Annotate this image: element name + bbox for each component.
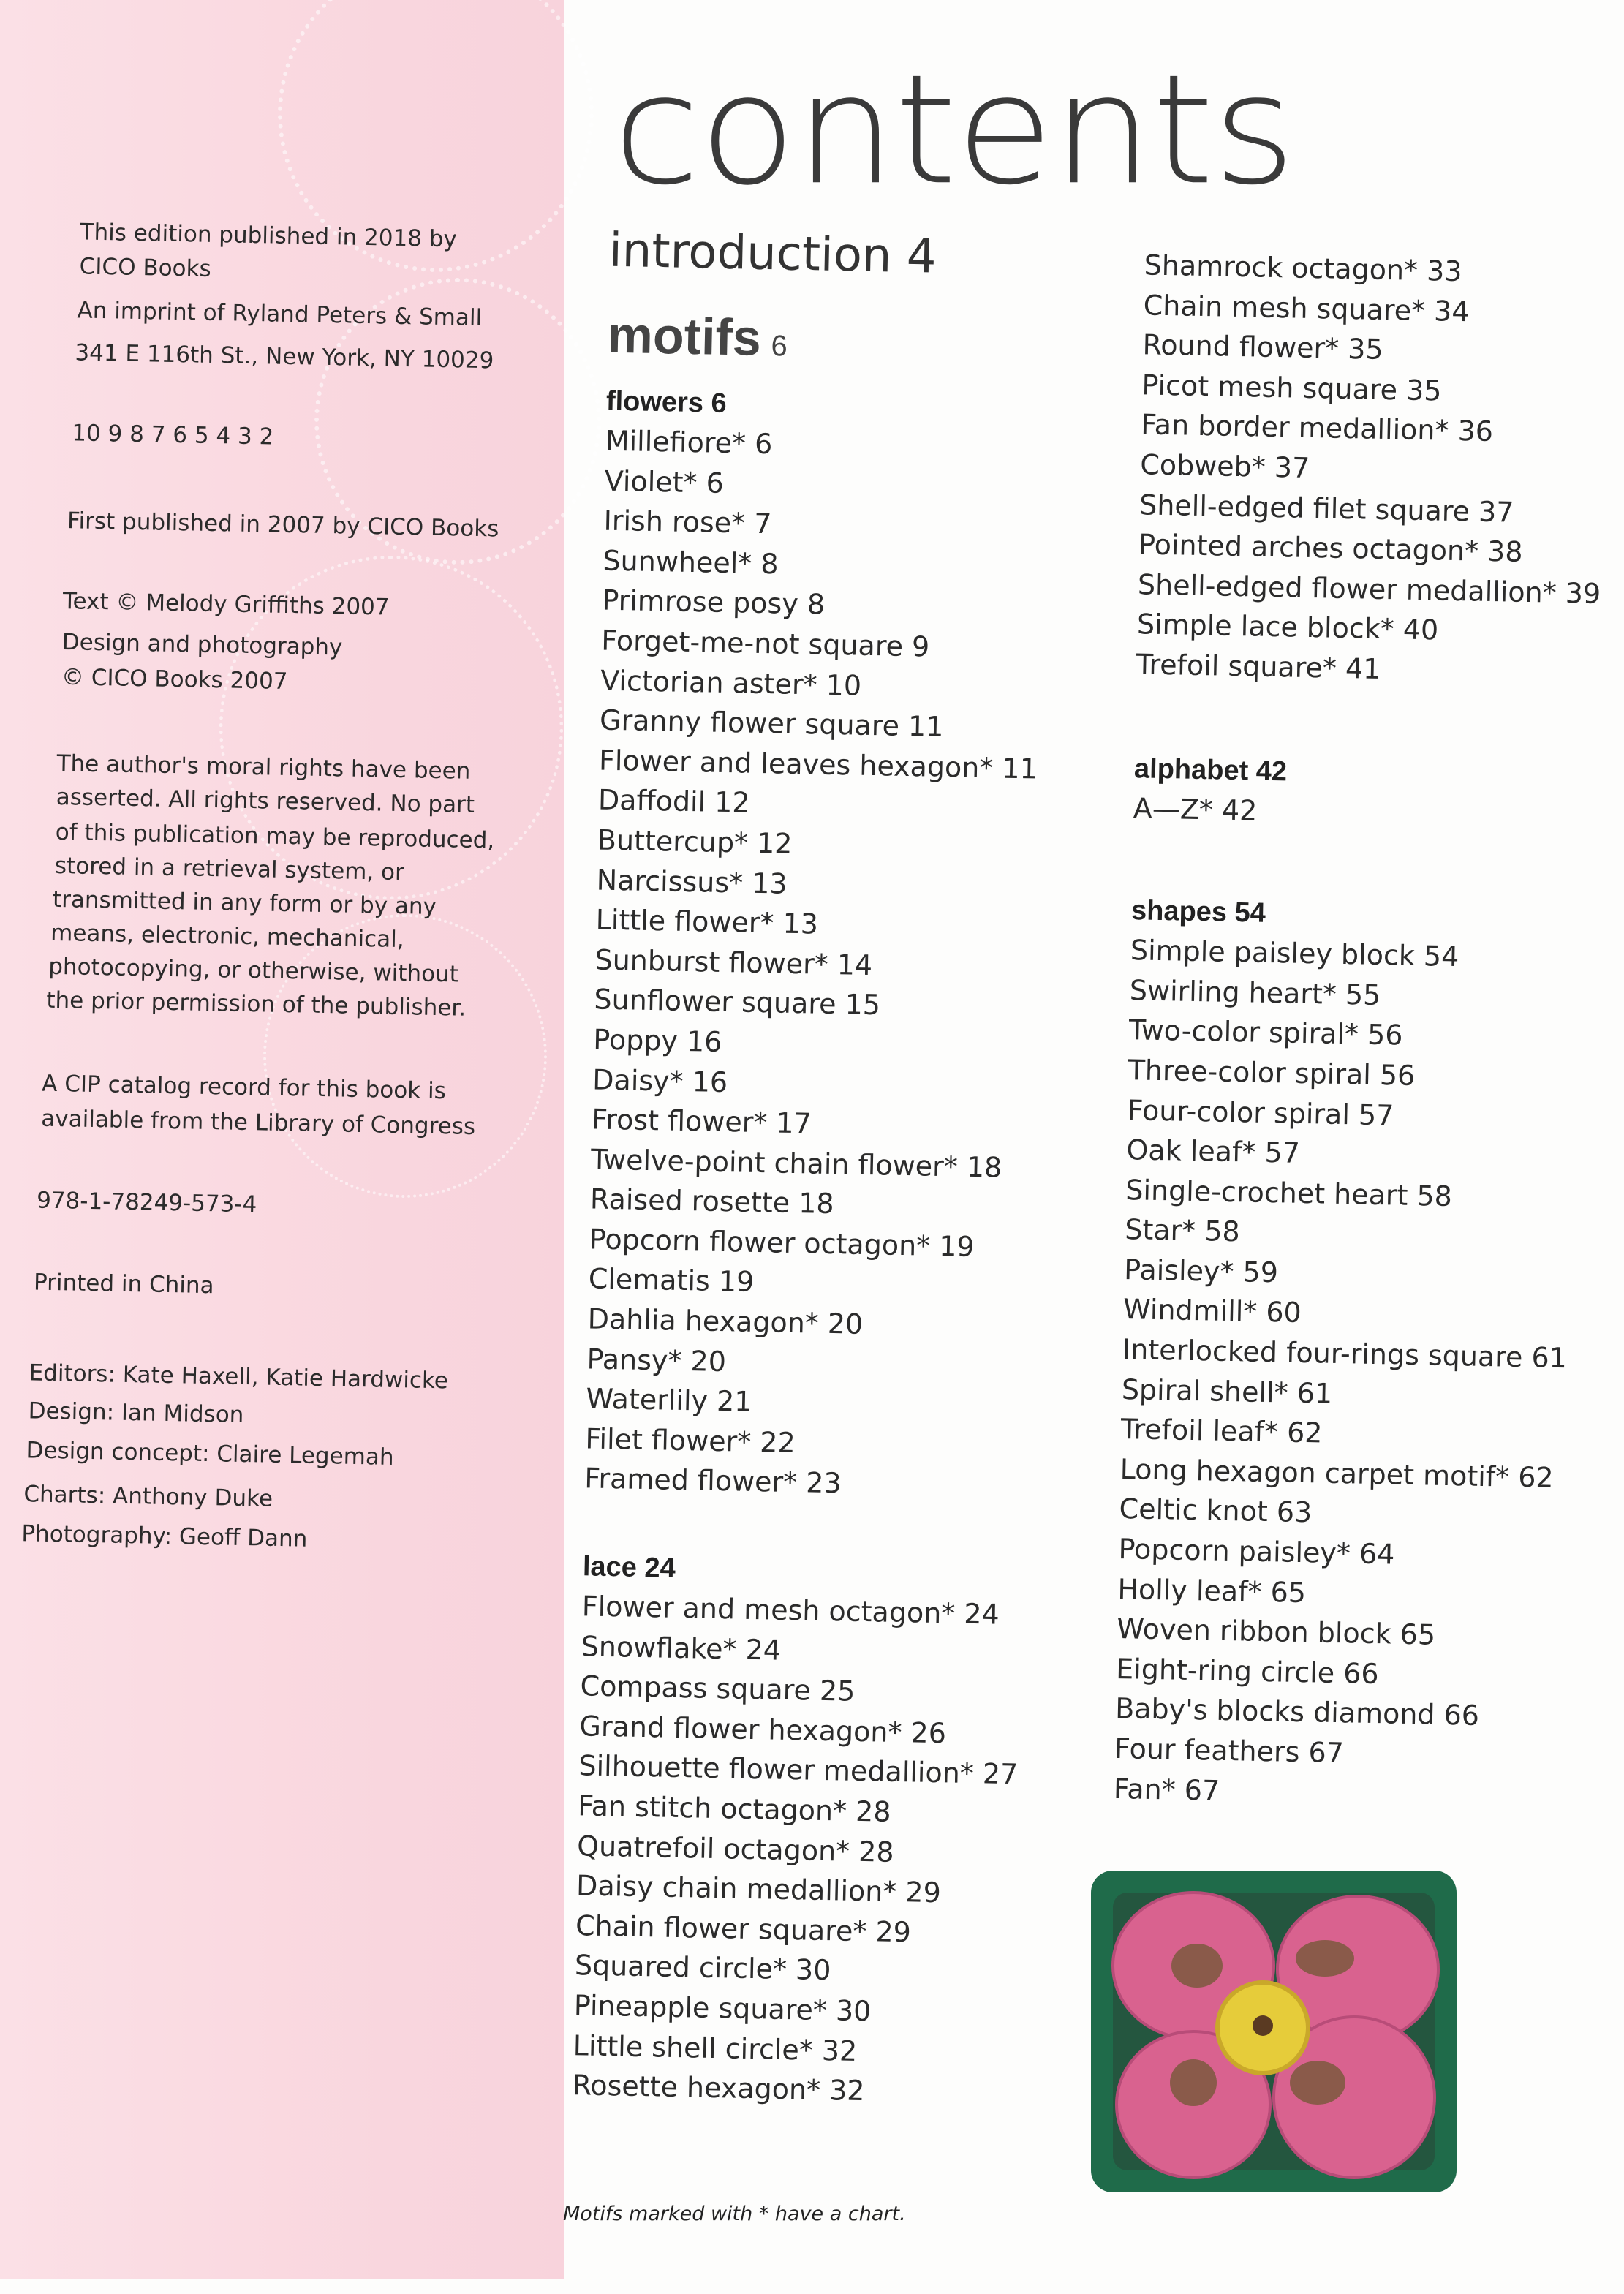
imprint-line: Photography: Geoff Dann (21, 1520, 308, 1552)
contents-entry[interactable]: Framed flower* 23 (583, 1462, 842, 1500)
section-heading-alphabet[interactable]: alphabet 42 (1133, 752, 1288, 787)
contents-entry[interactable]: Celtic knot 63 (1119, 1493, 1313, 1529)
contents-entry[interactable]: Shell-edged filet square 37 (1138, 488, 1514, 529)
imprint-line: Text © Melody Griffiths 2007 (62, 588, 390, 621)
contents-entry[interactable]: Windmill* 60 (1122, 1293, 1302, 1329)
contents-entry[interactable]: Chain flower square* 29 (575, 1909, 912, 1949)
contents-entry[interactable]: Rosette hexagon* 32 (572, 2069, 865, 2108)
contents-entry[interactable]: Fan border medallion* 36 (1140, 408, 1494, 448)
contents-entry[interactable]: Trefoil leaf* 62 (1120, 1413, 1323, 1449)
motifs-heading[interactable] (607, 302, 1048, 385)
contents-entry[interactable]: Long hexagon carpet motif* 62 (1119, 1452, 1555, 1494)
contents-entry[interactable]: Eight-ring circle 66 (1115, 1652, 1380, 1690)
contents-entry[interactable]: Oak leaf* 57 (1126, 1133, 1301, 1169)
contents-entry[interactable]: Pointed arches octagon* 38 (1138, 528, 1523, 568)
contents-entry[interactable]: Little flower* 13 (595, 903, 819, 940)
contents-entry[interactable]: Paisley* 59 (1123, 1253, 1279, 1289)
imprint-line: CICO Books (79, 253, 212, 282)
contents-entry[interactable]: Daisy chain medallion* 29 (575, 1869, 942, 1909)
imprint-line: This edition published in 2018 by (80, 219, 458, 253)
imprint-line: 341 E 116th St., New York, NY 10029 (75, 339, 494, 374)
contents-entry[interactable]: Victorian aster* 10 (600, 664, 862, 702)
contents-entry[interactable]: Shell-edged flower medallion* 39 (1137, 568, 1601, 610)
contents-entry[interactable]: Narcissus* 13 (596, 864, 788, 900)
contents-entry[interactable]: Clematis 19 (588, 1262, 755, 1299)
section-flowers (584, 382, 1046, 1508)
contents-entry[interactable]: Twelve-point chain flower* 18 (590, 1143, 1002, 1184)
imprint-line: available from the Library of Congress (40, 1105, 476, 1141)
contents-entry[interactable]: Four-color spiral 57 (1127, 1093, 1394, 1131)
contents-entry[interactable]: Little shell circle* 32 (573, 2029, 858, 2067)
contents-column-right (1113, 245, 1607, 1817)
contents-entry[interactable]: Sunflower square 15 (594, 983, 881, 1022)
contents-entry[interactable]: Irish rose* 7 (603, 504, 772, 540)
contents-entry[interactable]: Single-crochet heart 58 (1125, 1173, 1453, 1212)
contents-entry[interactable]: Chain mesh square* 34 (1143, 288, 1470, 328)
contents-entry[interactable]: Poppy 16 (592, 1023, 722, 1058)
imprint-line: transmitted in any form or by any (52, 886, 437, 920)
contents-entry[interactable]: Silhouette flower medallion* 27 (578, 1749, 1019, 1791)
imprint-line: means, electronic, mechanical, (50, 919, 404, 954)
contents-entry[interactable]: Pansy* 20 (586, 1342, 727, 1378)
section-heading-flowers[interactable]: flowers 6 (605, 385, 728, 419)
contents-entry[interactable]: Popcorn paisley* 64 (1118, 1533, 1395, 1571)
introduction-entry[interactable]: introduction 4 (608, 223, 937, 284)
section-lace-cont (1136, 245, 1607, 693)
contents-entry[interactable]: Primrose posy 8 (602, 584, 826, 622)
imprint-line: of this publication may be reproduced, (55, 818, 495, 854)
contents-entry[interactable]: Popcorn flower octagon* 19 (589, 1223, 975, 1263)
contents-entry[interactable]: Sunburst flower* 14 (594, 943, 873, 981)
motifs-label: motifs (606, 306, 762, 366)
section-lace (572, 1547, 1022, 2114)
contents-entry[interactable]: Fan* 67 (1113, 1772, 1220, 1807)
contents-entry[interactable]: Flower and mesh octagon* 24 (581, 1590, 1000, 1631)
contents-entry[interactable]: Woven ribbon block 65 (1116, 1612, 1436, 1651)
contents-entry[interactable]: Daffodil 12 (597, 783, 751, 819)
contents-entry[interactable]: Flower and leaves hexagon* 11 (598, 744, 1038, 785)
contents-entry[interactable]: Star* 58 (1124, 1213, 1241, 1248)
motifs-page: 6 (771, 330, 788, 363)
page-title: contents (613, 42, 1295, 219)
imprint-line: stored in a retrieval system, or (54, 852, 405, 886)
contents-entry[interactable]: Forget-me-not square 9 (600, 624, 930, 663)
contents-entry[interactable]: Squared circle* 30 (574, 1949, 831, 1987)
contents-entry[interactable]: Simple lace block* 40 (1136, 608, 1439, 646)
contents-entry[interactable]: Swirling heart* 55 (1129, 973, 1381, 1011)
contents-entry[interactable]: Shamrock octagon* 33 (1144, 249, 1462, 288)
crochet-flower-motif-photo (1084, 1863, 1471, 2200)
contents-entry[interactable]: Frost flower* 17 (591, 1103, 812, 1140)
section-heading-lace[interactable]: lace 24 (582, 1551, 676, 1584)
imprint-line: Design: Ian Midson (28, 1397, 244, 1429)
contents-entry[interactable]: Snowflake* 24 (581, 1629, 782, 1667)
contents-entry[interactable]: Four feathers 67 (1114, 1732, 1345, 1770)
imprint-line: Design and photography (61, 629, 343, 661)
section-heading-shapes[interactable]: shapes 54 (1130, 895, 1266, 929)
imprint-line: First published in 2007 by CICO Books (67, 508, 499, 543)
contents-entry[interactable]: Pineapple square* 30 (573, 1989, 872, 2028)
imprint-line: photocopying, or otherwise, without (48, 953, 459, 988)
imprint-line: asserted. All rights reserved. No part (56, 783, 475, 818)
contents-entry[interactable]: Three-color spiral 56 (1128, 1054, 1416, 1092)
contents-entry[interactable]: Trefoil square* 41 (1136, 648, 1381, 685)
contents-entry[interactable]: Spiral shell* 61 (1121, 1373, 1333, 1410)
contents-entry[interactable]: Simple paisley block 54 (1130, 934, 1459, 973)
imprint-line: Editors: Kate Haxell, Katie Hardwicke (29, 1359, 449, 1395)
contents-entry[interactable]: Buttercup* 12 (597, 823, 793, 860)
imprint-line: the prior permission of the publisher. (46, 986, 467, 1022)
contents-entry[interactable]: Cobweb* 37 (1139, 448, 1310, 484)
footnote: Motifs marked with * have a chart. (563, 2203, 906, 2225)
contents-entry[interactable]: Baby's blocks diamond 66 (1114, 1692, 1480, 1732)
contents-entry[interactable]: Raised rosette 18 (589, 1182, 835, 1220)
contents-entry[interactable]: Picot mesh square 35 (1141, 369, 1442, 407)
imprint-line: Charts: Anthony Duke (23, 1481, 273, 1512)
motif-center-hole (1253, 2015, 1273, 2036)
section-alphabet (1133, 749, 1597, 837)
contents-column-middle (572, 222, 1049, 2114)
imprint-line: Printed in China (33, 1269, 214, 1299)
imprint-line: A CIP catalog record for this book is (41, 1070, 447, 1105)
contents-entry[interactable]: Waterlily 21 (586, 1382, 752, 1419)
contents-entry[interactable]: Interlocked four-rings square 61 (1122, 1333, 1568, 1375)
imprint-line: Design concept: Claire Legemah (26, 1437, 394, 1471)
contents-entry[interactable]: Holly leaf* 65 (1117, 1572, 1307, 1609)
contents-entry[interactable]: A—Z* 42 (1133, 791, 1258, 827)
imprint-line: The author's moral rights have been (56, 750, 471, 785)
contents-entry[interactable]: Compass square 25 (580, 1669, 856, 1708)
imprint-line: © CICO Books 2007 (61, 664, 288, 695)
section-shapes (1113, 891, 1594, 1818)
imprint-line: An imprint of Ryland Peters & Small (77, 297, 483, 331)
contents-entry[interactable]: Dahlia hexagon* 20 (587, 1302, 864, 1340)
contents-entry[interactable]: Filet flower* 22 (585, 1422, 796, 1459)
contents-entry[interactable]: Millefiore* 6 (605, 424, 773, 461)
imprint-line: 978-1-78249-573-4 (36, 1187, 257, 1218)
contents-entry[interactable]: Violet* 6 (604, 464, 725, 499)
contents-entry[interactable]: Round flower* 35 (1142, 328, 1384, 366)
imprint-line: 10 9 8 7 6 5 4 3 2 (71, 420, 274, 450)
contents-entry[interactable]: Granny flower square 11 (599, 703, 944, 744)
contents-entry[interactable]: Two-color spiral* 56 (1128, 1014, 1403, 1052)
contents-entry[interactable]: Sunwheel* 8 (603, 544, 779, 581)
contents-entry[interactable]: Daisy* 16 (592, 1063, 728, 1098)
contents-entry[interactable]: Grand flower hexagon* 26 (579, 1710, 947, 1750)
contents-entry[interactable]: Quatrefoil octagon* 28 (576, 1829, 895, 1868)
contents-entry[interactable]: Fan stitch octagon* 28 (577, 1789, 891, 1828)
